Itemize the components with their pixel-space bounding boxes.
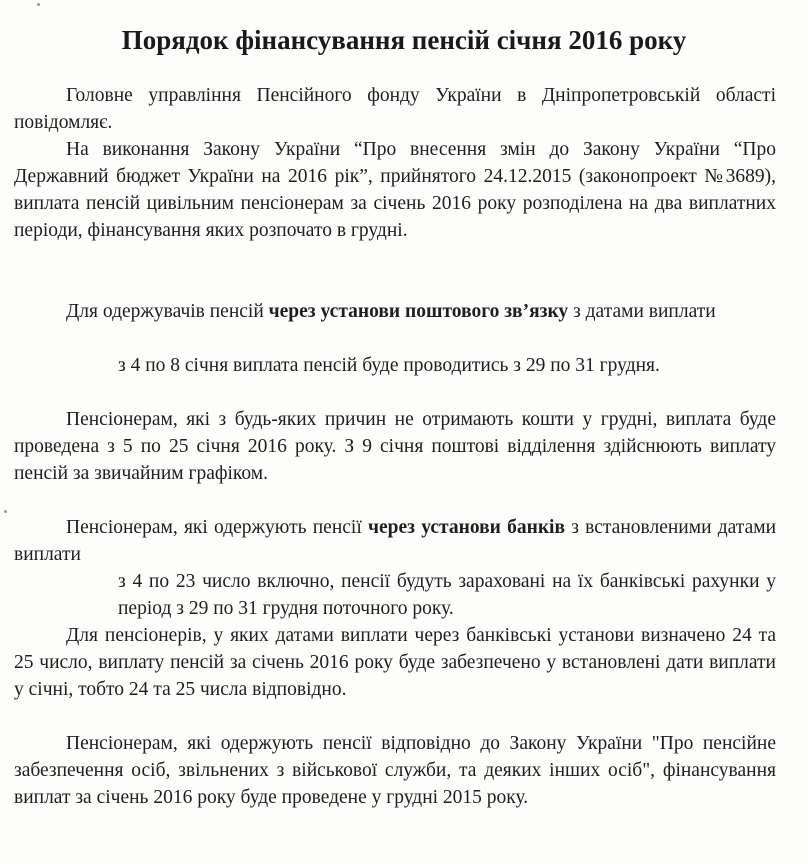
paragraph-bank-late-dates: Для пенсіонерів, у яких датами виплати через банківські установи визначено 24 та 25 число, виплату пенсій за січень 2016 року буде забезпечено у встановлені дати виплати у січні, тобто 24 та 25 числа відповідно.: [14, 625, 776, 700]
paragraph-postal-dates: [14, 352, 776, 379]
paragraph-postal-late: Пенсіонерам, які з будь-яких причин не отримають кошти у грудні, виплата буде проведена з 5 по 25 січня 2016 року. З 9 січня поштові відділення здійснюють виплату пенсій за звичайним графіком.: [14, 409, 776, 484]
postal-intro-text: Для одержувачів пенсій: [66, 301, 269, 322]
paragraph-postal-recipients: [14, 298, 776, 325]
paragraph-law-reference: На виконання Закону України “Про внесення змін до Закону України “Про Державний бюджет України на 2016 рік”, прийнятого 24.12.2015 (законопроект №3689), виплата пенсій цивільним пенсіонерам за січень 2016 року розподілена на два виплатних періоди, фінансування яких розпочато в грудні.: [14, 139, 776, 241]
postal-dates-text: з 4 по 8 січня виплата пенсій буде проводитись з 29 по 31 грудня.: [118, 355, 660, 376]
bank-emphasis: через установи банків: [367, 517, 565, 538]
scan-speck: [4, 510, 7, 513]
scan-speck: [37, 3, 40, 6]
paragraph-bank-recipients: [14, 514, 776, 568]
postal-emphasis: через установи поштового зв’язку: [268, 301, 569, 322]
paragraph-military-pensions: Пенсіонерам, які одержують пенсії відповідно до Закону України "Про пенсійне забезпечення осіб, звільнених з військової служби, та деяких інших осіб", фінансування виплат за січень 2016 року буде проведене у грудні 2015 року.: [14, 733, 776, 808]
bank-intro-text: Пенсіонерам, які одержують пенсії: [66, 517, 368, 538]
bank-tail-text: з встановленими датами виплати: [14, 517, 776, 565]
bank-dates-text: з 4 по 23 число включно, пенсії будуть зараховані на їх банківські рахунки у період з 29 по 31 грудня поточного року.: [118, 571, 776, 619]
paragraph-announcement: Головне управління Пенсійного фонду України в Дніпропетровській області повідомляє.: [14, 85, 776, 133]
document-title: Порядок фінансування пенсій січня 2016 року: [121, 25, 687, 55]
paragraph-bank-dates: [14, 568, 776, 622]
postal-tail-text: з датами виплати: [568, 301, 716, 322]
